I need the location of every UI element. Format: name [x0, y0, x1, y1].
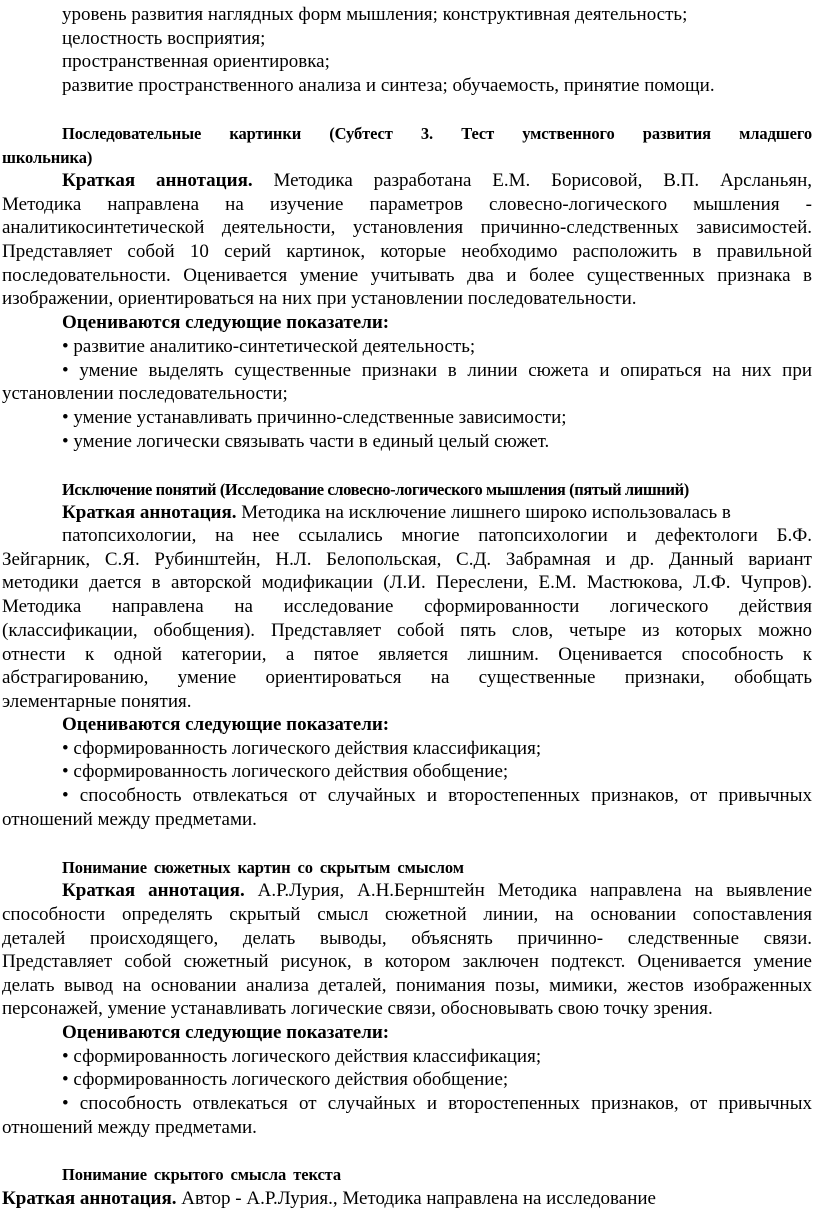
annotation-label: Краткая аннотация.: [2, 1188, 177, 1209]
intro-line: развитие пространственного анализа и синтеза; обучаемость, принятие помощи.: [62, 75, 715, 96]
bullet-continuation: отношений между предметами.: [2, 809, 257, 830]
annotation-line: [2, 1187, 656, 1210]
annotation-line: Зейгарник, С.Я. Рубинштейн, Н.Л. Белопольская, С.Д. Забрамная и др. Данный вариант: [2, 549, 812, 570]
bullet-item: • способность отвлекаться от случайных и второстепенных признаков, от привычных: [62, 1092, 812, 1115]
annotation-text: Методика на исключение лишнего широко использовалась в: [241, 502, 731, 523]
indicators-heading: Оцениваются следующие показатели:: [62, 1022, 390, 1043]
annotation-line: отнести к одной категории, а пятое является лишним. Оценивается способность к: [2, 644, 812, 665]
bullet-continuation: установлении последовательности;: [2, 383, 288, 404]
bullet-item: • умение устанавливать причинно-следственные зависимости;: [62, 406, 567, 429]
annotation-line: [62, 501, 731, 524]
bullet-item: • сформированность логического действия классификация;: [62, 1045, 541, 1068]
annotation-label: Краткая аннотация.: [62, 880, 245, 901]
annotation-line: аналитикосинтетической деятельности, установления причинно-следственных зависимостей.: [2, 217, 812, 238]
annotation-line: делать вывод на основании анализа деталей, понимания позы, мимики, жестов изображенных: [2, 975, 812, 996]
intro-line: уровень развития наглядных форм мышления; конструктивная деятельность;: [62, 4, 688, 25]
annotation-text: Методика разработана Е.М. Борисовой, В.П. Арсланьян,: [273, 170, 813, 191]
annotation-label: Краткая аннотация.: [62, 502, 237, 523]
bullet-item: • способность отвлекаться от случайных и второстепенных признаков, от привычных: [62, 784, 812, 807]
annotation-line: Представляет собой сюжетный рисунок, в котором заключен подтекст. Оценивается умение: [2, 951, 812, 972]
annotation-line: Представляет собой 10 серий картинок, которые необходимо расположить в правильной: [2, 241, 812, 262]
annotation-line: способности определять скрытый смысл сюжетной линии, на основании сопоставления: [2, 904, 812, 925]
bullet-item: • умение выделять существенные признаки в линии сюжета и опираться на них при: [62, 359, 812, 382]
annotation-line: элементарные понятия.: [2, 691, 192, 712]
bullet-continuation: отношений между предметами.: [2, 1117, 257, 1138]
section-title: школьника): [2, 148, 93, 167]
annotation-line: персонажей, умение устанавливать логические связи, обосновывать свою точку зрения.: [2, 998, 713, 1019]
annotation-line: Методика направлена на исследование сформированности логического действия: [2, 596, 812, 617]
annotation-line: изображении, ориентироваться на них при установлении последовательности.: [2, 288, 637, 309]
annotation-text: А.Р.Лурия, А.Н.Бернштейн Методика направлена на выявление: [257, 880, 813, 901]
annotation-label: Краткая аннотация.: [62, 170, 253, 191]
annotation-line: Методика направлена на изучение параметров словесно-логического мышления -: [2, 194, 812, 215]
intro-line: целостность восприятия;: [62, 28, 266, 49]
indicators-heading: Оцениваются следующие показатели:: [62, 714, 390, 735]
annotation-line: абстрагированию, умение ориентироваться на существенные признаки, обобщать: [2, 667, 812, 688]
indicators-heading: Оцениваются следующие показатели:: [62, 312, 390, 333]
bullet-item: • развитие аналитико-синтетической деятельность;: [62, 335, 475, 358]
annotation-line: деталей происходящего, делать выводы, объяснять причинно- следственные связи.: [2, 928, 812, 949]
section-title: Последовательные картинки (Субтест 3. Тест умственного развития младшего: [62, 124, 812, 143]
annotation-text: Автор - А.Р.Лурия., Методика направлена на исследование: [181, 1188, 656, 1209]
intro-line: пространственная ориентировка;: [62, 51, 330, 72]
annotation-line: методики дается в авторской модификации (Л.И. Переслени, Е.М. Мастюкова, Л.Ф. Чупров).: [2, 572, 812, 593]
annotation-line: [62, 879, 812, 902]
annotation-line: патопсихологии, на нее ссылались многие патопсихологии и дефектологи Б.Ф.: [62, 525, 812, 546]
section-title: Понимание сюжетных картин со скрытым смыслом: [62, 858, 464, 877]
annotation-line: [62, 169, 812, 192]
section-title: Исключение понятий (Исследование словесно-логического мышления (пятый лишний): [62, 480, 689, 499]
bullet-item: • сформированность логического действия обобщение;: [62, 760, 508, 783]
bullet-item: • умение логически связывать части в единый целый сюжет.: [62, 430, 549, 453]
bullet-item: • сформированность логического действия классификация;: [62, 737, 541, 760]
bullet-item: • сформированность логического действия обобщение;: [62, 1068, 508, 1091]
annotation-line: последовательности. Оценивается умение учитывать два и более существенных признака в: [2, 265, 812, 286]
section-title: Понимание скрытого смысла текста: [62, 1165, 342, 1184]
annotation-line: (классификации, обобщения). Представляет собой пять слов, четыре из которых можно: [2, 620, 812, 641]
